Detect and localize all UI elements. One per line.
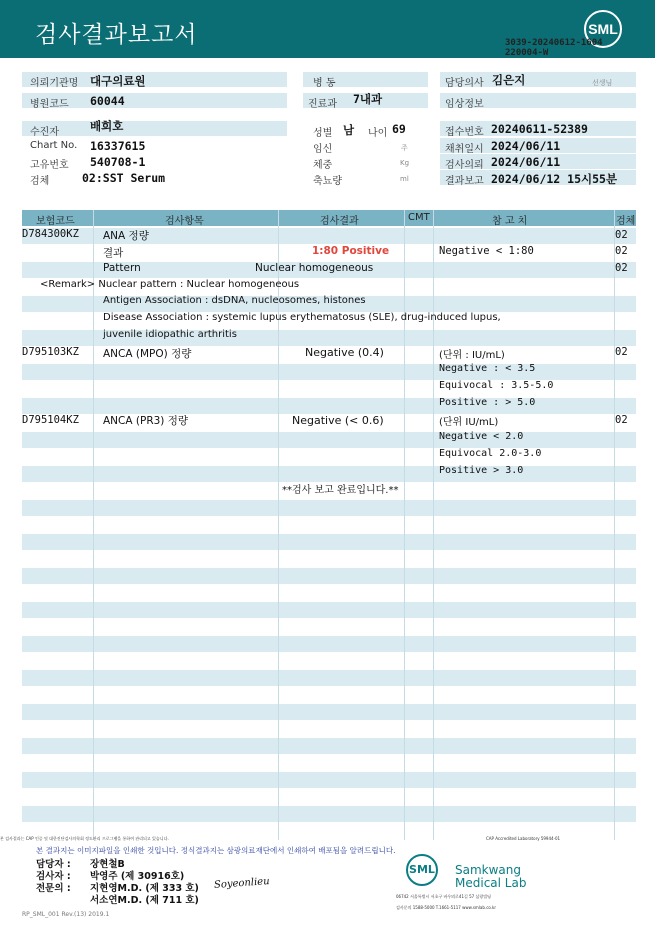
lab-name-line-1: Samkwang xyxy=(455,863,521,877)
table-row-stripe xyxy=(22,398,636,414)
table-row-stripe xyxy=(22,636,636,652)
table-row-stripe xyxy=(22,466,636,482)
row-reference: Equivocal : 3.5-5.0 xyxy=(439,380,554,391)
lab-contact: 검사문의 1588-5000 T.1661-5117 www.smlab.co.kr xyxy=(396,905,496,910)
patient-name: 배희호 xyxy=(90,119,124,133)
accreditation-note: 본 검사결과는 CAP 인증 및 대한진단검사의학회 정도관리 프로그램을 통하여 관리되고 있습니다. xyxy=(0,836,169,841)
staff-name: 지현영M.D. (제 333 호) xyxy=(90,883,199,894)
row-reference: Negative < 2.0 xyxy=(439,431,524,442)
row-reference: Positive > 3.0 xyxy=(439,465,524,476)
staff-role: 담당자 : xyxy=(36,859,71,870)
header-insurance-code: 보험코드 xyxy=(36,216,75,227)
row-code: D784300KZ xyxy=(22,228,79,240)
specimen-label: 검체 xyxy=(30,176,50,187)
ward-label: 병 동 xyxy=(313,78,336,89)
lab-name xyxy=(455,864,526,890)
row-specimen: 02 xyxy=(615,229,628,241)
doctor-suffix: 선생님 xyxy=(592,79,613,87)
document-id-line-2: 220004-W xyxy=(505,48,549,58)
positive-result: 1:80 Positive xyxy=(312,245,390,257)
header-result: 검사결과 xyxy=(320,216,359,227)
row-item: ANCA (MPO) 정량 xyxy=(103,348,192,360)
staff-role: 전문의 : xyxy=(36,883,71,894)
form-number: RP_SML_001 Rev.(13) 2019.1 xyxy=(22,911,110,918)
table-row-stripe xyxy=(22,772,636,788)
table-row-stripe xyxy=(22,704,636,720)
staff-name: 박영주 (제 30916호) xyxy=(90,871,185,882)
unique-number: 540708-1 xyxy=(90,155,146,169)
row-specimen: 02 xyxy=(615,414,628,426)
row-result: Nuclear homogeneous xyxy=(255,262,374,274)
lab-name-line-2: Medical Lab xyxy=(455,876,527,890)
header-cmt: CMT xyxy=(408,212,430,223)
row-reference: Positive : > 5.0 xyxy=(439,397,536,408)
collect-date: 2024/06/11 xyxy=(491,139,561,153)
image-print-notice: 본 결과지는 이미지파일을 인쇄한 것입니다. 정식결과지는 삼광의료재단에서 인쇄하여 배포됨을 알려드립니다. xyxy=(36,846,396,855)
row-result: Negative (< 0.6) xyxy=(292,414,384,427)
document-id-line-1: 3039-20240612-1604 xyxy=(505,38,603,48)
table-row-stripe xyxy=(22,738,636,754)
row-reference: Equivocal 2.0-3.0 xyxy=(439,448,542,459)
column-divider xyxy=(93,210,94,840)
row-specimen: 02 xyxy=(615,262,628,274)
table-row-stripe xyxy=(22,670,636,686)
cap-note: CAP Accredited Laboratory 59944-01 xyxy=(486,836,561,841)
row-specimen: 02 xyxy=(615,346,628,358)
row-reference: (단위 : IU/mL) xyxy=(439,350,505,361)
row-item: Pattern xyxy=(103,262,141,274)
remark-line: Antigen Association : dsDNA, nucleosomes, histones xyxy=(103,295,366,306)
signature: Soyeonlieu xyxy=(213,876,270,891)
report-label: 결과보고 xyxy=(445,176,484,187)
column-divider xyxy=(614,210,615,840)
info-band xyxy=(22,121,287,136)
table-row-stripe xyxy=(22,364,636,380)
request-date: 2024/06/11 xyxy=(491,155,561,169)
remark-line: <Remark> Nuclear pattern : Nuclear homogeneous xyxy=(40,279,300,290)
dept-value: 7내과 xyxy=(353,92,383,106)
sex-value: 남 xyxy=(343,123,355,137)
report-date: 2024/06/12 15시55분 xyxy=(491,172,618,186)
dept-label: 진료과 xyxy=(308,99,337,110)
hospital-code-label: 병원코드 xyxy=(30,99,69,110)
urine-unit: ml xyxy=(400,175,409,183)
doctor-label: 담당의사 xyxy=(445,78,484,89)
collect-label: 채취일시 xyxy=(445,144,484,155)
weight-label: 체중 xyxy=(313,160,333,171)
row-item: ANCA (PR3) 정량 xyxy=(103,415,189,427)
staff-name: 서소연M.D. (제 711 호) xyxy=(90,895,199,906)
row-code: D795103KZ xyxy=(22,346,79,358)
specimen-value: 02:SST Serum xyxy=(82,171,166,185)
row-item: 결과 xyxy=(103,247,124,259)
row-specimen: 02 xyxy=(615,245,628,257)
institution-value: 대구의료원 xyxy=(90,74,146,88)
row-reference: (단위 IU/mL) xyxy=(439,417,499,428)
table-row-stripe xyxy=(22,806,636,822)
document-id xyxy=(505,38,603,58)
remark-line: juvenile idiopathic arthritis xyxy=(103,329,237,340)
chart-number: 16337615 xyxy=(90,139,146,153)
row-item: ANA 정량 xyxy=(103,230,149,242)
lab-address: 06742 서울특별시 서초구 바우뫼로41길 57 삼광빌딩 xyxy=(396,894,491,899)
request-label: 검사의뢰 xyxy=(445,160,484,171)
pregnancy-label: 임신 xyxy=(313,144,333,155)
hospital-code-value: 60044 xyxy=(90,94,125,108)
unique-label: 고유번호 xyxy=(30,160,69,171)
urine-label: 축뇨량 xyxy=(313,176,342,187)
table-row-stripe xyxy=(22,602,636,618)
age-value: 69 xyxy=(392,122,406,136)
row-code: D795104KZ xyxy=(22,414,79,426)
doctor-value: 김은지 xyxy=(492,73,526,87)
receipt-label: 접수번호 xyxy=(445,127,484,138)
institution-label: 의뢰기관명 xyxy=(30,78,79,89)
clinical-label: 임상정보 xyxy=(445,99,484,110)
receipt-number: 20240611-52389 xyxy=(491,122,588,136)
lab-logo: SML xyxy=(406,854,438,886)
table-row-stripe xyxy=(22,568,636,584)
patient-label: 수진자 xyxy=(30,127,59,138)
table-row-stripe xyxy=(22,500,636,516)
report-title: 검사결과보고서 xyxy=(35,22,198,48)
table-row-stripe xyxy=(22,534,636,550)
report-complete-note: **검사 보고 완료입니다.** xyxy=(282,485,399,496)
staff-role: 검사자 : xyxy=(36,871,71,882)
table-row-stripe xyxy=(22,432,636,448)
header-specimen: 검체 xyxy=(616,216,636,227)
staff-name: 장현철B xyxy=(90,859,125,870)
remark-line: Disease Association : systemic lupus erythematosus (SLE), drug-induced lupus, xyxy=(103,312,501,323)
sex-label: 성별 xyxy=(313,128,333,139)
row-result: Negative (0.4) xyxy=(305,346,384,359)
row-reference: Negative : < 3.5 xyxy=(439,363,536,374)
column-divider xyxy=(433,210,434,840)
column-divider xyxy=(404,210,405,840)
weight-unit: Kg xyxy=(400,159,410,167)
header-reference: 참 고 치 xyxy=(492,216,528,227)
chart-label: Chart No. xyxy=(30,140,78,151)
row-reference: Negative < 1:80 xyxy=(439,245,534,257)
pregnancy-unit: 주 xyxy=(401,144,408,152)
header-test-item: 검사항목 xyxy=(165,216,204,227)
sml-logo: SML xyxy=(584,10,622,48)
age-label: 나이 xyxy=(368,128,388,139)
